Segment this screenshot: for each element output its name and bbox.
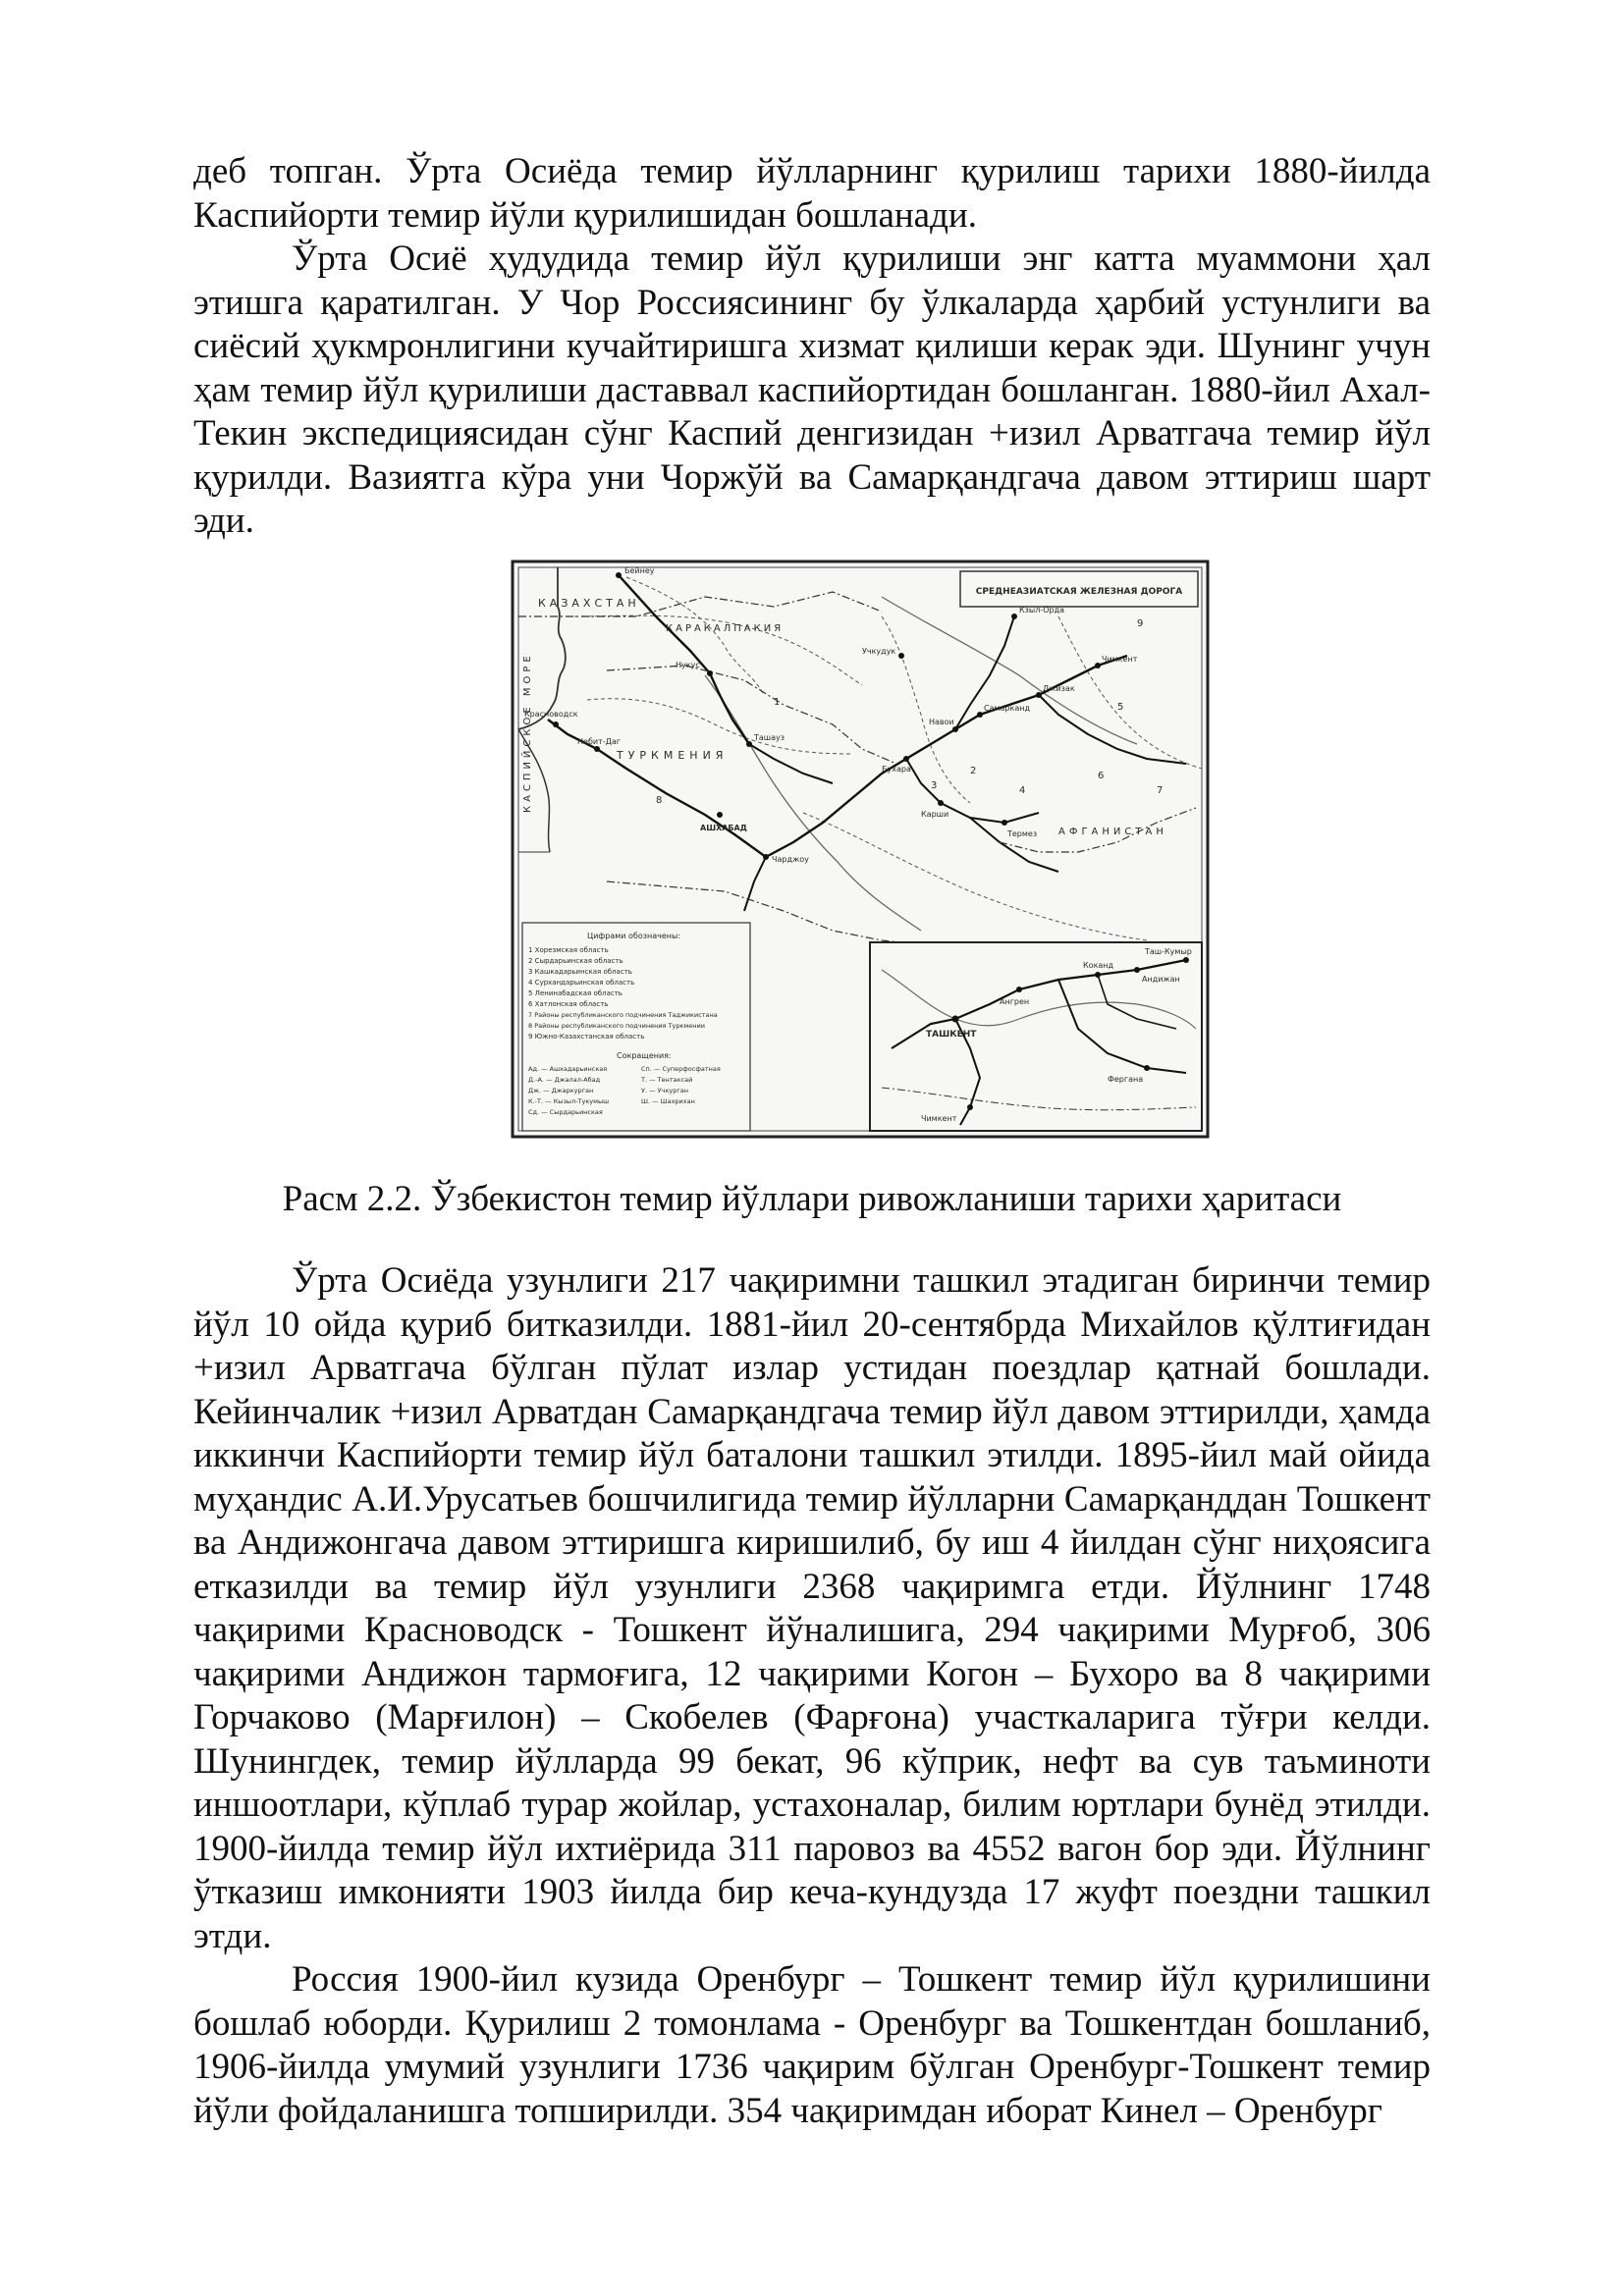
legend-item: 1 Хорезмская область [528,946,609,954]
text-section-top [193,150,1431,544]
legend-abbr: Т. — Тентаксай [641,1076,693,1084]
city-label: Кзыл-Орда [1019,606,1065,614]
city-label: АШХАБАД [700,824,747,832]
svg-text:6: 6 [1098,771,1105,781]
city-label: Чарджоу [772,855,809,864]
legend-abbr: Ад. — Ашхадарьинская [528,1065,608,1073]
paragraph: Ўрта Осиёда узунлиги 217 чақиримни ташкил этадиган биринчи темир йўл 10 ойда қуриб битказилди. 1881-йил 20-сентябрда Михайлов қўлтиғидан +изил Арватгача бўлган пўлат излар устидан поездлар қатнай бошлади. Кейинчалик +изил Арватдан Самарқандгача темир йўл давом эттирилди, ҳамда иккинчи Каспийорти темир йўл баталони ташкил этилди. 1895-йил май ойида муҳандис А.И.Урусатьев бошчилигида темир йўлларни Самарқанддан Тошкент ва Андижонгача давом эттиришга киришилиб, бу иш 4 йилдан сўнг ниҳоясига етказилди ва темир йўл узунлиги 2368 чақиримга етди. Йўлнинг 1748 чақирими Красноводск - Тошкент йўналишига, 294 чақирими Мурғоб, 306 чақирими Андижон тармоғига, 12 чақирими Когон – Бухоро ва 8 чақирими Горчаково (Марғилон) – Скобелев (Фарғона) участкаларига тўғри келди. Шунингдек, темир йўлларда 99 бекат, 96 кўприк, нефт ва сув таъминоти иншоотлари, кўплаб турар жойлар, устахоналар, билим юртлари бунёд этилди. 1900-йилда темир йўл ихтиёрида 311 паровоз ва 4552 вагон бор эди. Йўлнинг ўтказиш имконияти 1903 йилда бир кеча-кундузда 17 жуфт поездни ташкил этди. [193,1260,1431,1956]
city-label: Карши [921,810,949,819]
legend-abbr-heading: Сокращения: [617,1051,672,1060]
city-label: Чимкент [1102,655,1138,664]
legend-abbr: Дж. — Джаркурган [528,1087,594,1095]
city-label: Бейнеу [624,566,655,575]
railway-history-map [509,558,1213,1142]
svg-text:9: 9 [1137,618,1144,629]
city-label: Учкудук [862,647,896,656]
region-label-kazakhstan: КАЗАХСТАН [538,597,640,610]
legend-abbr: К.-Т. — Кызыл-Тукумыш [528,1097,610,1105]
map-title: СРЕДНЕАЗИАТСКАЯ ЖЕЛЕЗНАЯ ДОРОГА [975,587,1183,597]
paragraph: Ўрта Осиё ҳудудида темир йўл қурилиши энг катта муаммони ҳал этишга қаратилган. У Чор Россиясининг бу ўлкаларда ҳарбий устунлиги ва сиёсий ҳукмронлигини кучайтиришга хизмат қилиши керак эди. Шунинг учун ҳам темир йўл қурилиши даставвал каспийортидан бошланган. 1880-йил Ахал-Текин экспедициясидан сўнг Каспий денгизидан +изил Арватгача темир йўл қурилди. Вазиятга кўра уни Чоржўй ва Самарқандгача давом эттириш шарт эди. [193,239,1431,541]
paragraph: Россия 1900-йил кузида Оренбург – Тошкент темир йўл қурилишини бошлаб юборди. Қурилиш 2 томонлама - Оренбург ва Тошкентдан бошланиб, 1906-йилда умумий узунлиги 1736 чақирим бўлган Оренбург-Тошкент темир йўли фойдаланишга топширилди. 354 чақиримдан иборат Кинел – Оренбург [193,1959,1431,2131]
svg-text:2: 2 [970,766,977,776]
legend-item: 9 Южно-Казахстанская область [528,1033,645,1041]
city-label: Самарканд [984,704,1030,713]
legend-abbr: Д.-А. — Джалал-Абад [528,1076,601,1084]
legend-abbr: Ш. — Шахрихан [641,1097,695,1105]
region-label-afghanistan: АФГАНИСТАН [1058,827,1167,837]
region-label-karakalpakia: КАРАКАЛПАКИЯ [666,623,785,634]
legend-item: 3 Кашкадарьинская область [528,968,632,976]
legend-item: 8 Районы республиканского подчинения Туркмении [528,1022,705,1030]
city-label: Небит-Даг [577,737,621,746]
map-legend [522,923,750,1131]
city-label: Коканд [1083,961,1114,970]
city-label: Термез [1007,829,1038,838]
inset-map [870,942,1202,1131]
region-label-turkmenia: ТУРКМЕНИЯ [617,749,729,762]
legend-item: 7 Районы республиканского подчинения Таджикистана [528,1011,718,1019]
legend-heading: Цифрами обозначены: [587,932,681,940]
paragraph: деб топган. Ўрта Осиёда темир йўлларнинг қурилиш тарихи 1880-йилда Каспийорти темир йўли қурилишидан бошланади. [193,151,1431,236]
city-label: Ангрен [1000,997,1030,1006]
svg-text:8: 8 [656,795,663,806]
legend-item: 4 Сурхандарьинская область [528,979,635,987]
svg-text:5: 5 [1117,702,1124,713]
city-label: Джизак [1043,684,1075,693]
city-label: Ташауз [754,733,785,742]
city-label: Чимкент [921,1114,957,1123]
svg-text:4: 4 [1019,785,1026,796]
svg-text:1: 1 [774,697,781,708]
legend-abbr: У. — Учкурган [641,1087,689,1095]
legend-abbr: Сд. — Сырдарьинская [528,1108,603,1116]
city-label: Фергана [1108,1075,1144,1084]
legend-item: 5 Ленинабадская область [528,989,623,997]
city-label: Красноводск [524,710,578,719]
city-label: Навои [929,718,954,726]
city-label: ТАШКЕНТ [926,1030,977,1040]
legend-item: 2 Сырдарьинская область [528,957,623,965]
city-label: Таш-Кумыр [1145,947,1192,956]
city-label: Бухара [882,765,911,774]
legend-abbr: Сп. — Суперфосфатная [641,1065,721,1073]
figure-caption: Расм 2.2. Ўзбекистон темир йўллари ривожланиши тарихи ҳаритаси [282,1179,1342,1219]
svg-text:3: 3 [931,780,938,791]
text-section-bottom [193,1259,1431,2133]
city-label: Андижан [1142,975,1180,984]
city-label: Нукус [676,661,700,669]
legend-item: 6 Хатлонская область [528,1000,609,1008]
svg-text:7: 7 [1157,785,1164,796]
region-label-caspian: КАСПИЙСКОЕ МОРЕ [522,652,533,813]
